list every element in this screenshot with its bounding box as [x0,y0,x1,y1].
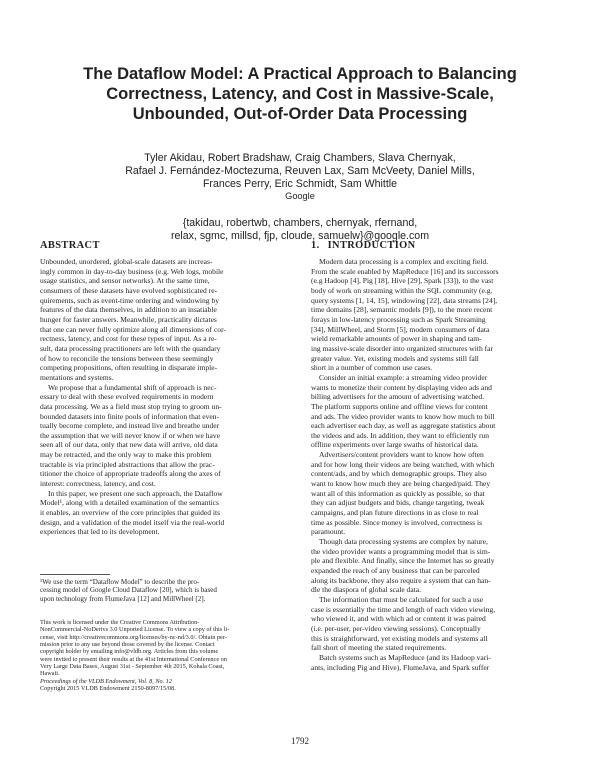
license-line: Hawaii. [40,670,60,678]
text-line: features of the data themselves, in addition to an insatiable [40,305,217,315]
text-line: query systems [1, 14, 15], windowing [22], data streams [24], [311,295,498,305]
text-line: the assumption that we will never know if or when we have [40,430,221,440]
footnote-line: cessing model of Google Cloud Dataflow [20], which is based [40,586,217,595]
license-line: were invited to present their results at the 41st International Conference on [40,655,227,663]
text-line: competing propositions, often resulting in disparate imple- [40,363,218,373]
text-line: of how to reconcile the tensions between these seemingly [40,353,214,363]
text-line: rectness, latency, and cost for these types of input. As a re- [40,334,217,344]
text-line: fall short of meeting the stated requirements. [311,643,447,653]
page-number: 1792 [291,736,309,746]
text-line: paramount. [311,527,346,537]
author-line: Tyler Akidau, Robert Bradshaw, Craig Chambers, Slava Chernyak, [144,152,456,164]
text-line: expanded the reach of any business that can be parceled [311,566,480,575]
text-line: wield remarkable amounts of power in shaping and tam- [311,334,482,344]
text-line: sult, data processing practitioners are left with the quandary [40,343,221,353]
text-line: Model¹, along with a detailed examination of the semantics [40,498,219,508]
text-line: they can adjust budgets and bids, change targeting, tweak [311,498,485,508]
right-column [311,240,560,672]
text-line: Modern data processing is a complex and exciting field. [319,257,489,266]
text-line: design, and a validation of the model itself via the real-world [40,517,225,527]
text-line: consumers of these datasets have evolved sophisticated re- [40,285,218,295]
text-line: titioner the choice of appropriate tradeoffs along the axes of [40,469,221,479]
email-line: {takidau, robertwb, chambers, chernyak, rfernand, [182,217,418,229]
text-line: [34], MillWheel, and Storm [5], modern consumers of data [311,324,490,334]
footnote-line: ¹We use the term “Dataflow Model” to describe the pro- [40,578,200,587]
text-line: tractable is via principled abstractions that allow the prac- [40,459,215,469]
text-line: forays in low-latency processing such as Spark Streaming [311,314,486,324]
author-line: Frances Perry, Eric Schmidt, Sam Whittle [202,178,398,190]
text-line: each advertiser each day, as well as aggregate statistics about [311,421,496,431]
text-line: Consider an initial example: a streaming video provider [319,372,488,382]
text-line: wants to monetize their content by displaying video ads and [311,382,492,392]
text-line: In this paper, we present one such approach, the Dataflow [48,488,223,498]
affiliation: Google [285,191,315,201]
text-line: mentations and systems. [40,372,114,382]
intro-paragraph-3 [311,450,560,537]
text-line: data processing. We as a field must stop trying to groom un- [40,401,222,411]
intro-paragraph-4 [311,537,560,595]
text-line: time as possible. Since money is involved, correctness is [311,517,483,527]
introduction-heading [311,240,560,252]
text-line: Advertisers/content providers want to know how often [319,450,484,460]
text-line: bounded datasets into finite pools of information that even- [40,411,219,421]
footnote-rule [40,574,110,575]
text-line: greater value. Yet, existing models and systems still fall [311,353,479,363]
email-line: relax, sgmc, millsd, fjp, cloude, samuelw}@google.com [170,230,430,242]
text-line: usage statistics, and sensor networks). At the same time, [40,276,210,286]
text-line: want all of this information as quickly as possible, so that [311,488,485,498]
section-number: 1. [311,240,320,251]
text-line: essary to deal with these evolved requirements in modern [40,392,214,402]
text-line: Though data processing systems are complex by nature, [319,537,488,547]
left-column [40,240,289,692]
text-line: campaigns, and plan future directions in as close to real [311,508,479,518]
text-line: and ads. The video provider wants to know how much to bill [311,411,495,421]
text-line: The information that must be calculated for such a use [319,594,484,604]
text-line: The platform supports online and offline views for content [311,401,488,411]
title-line: The Dataflow Model: A Practical Approach to Balancing [83,65,517,83]
text-line: (e.g Hadoop [4], Pig [18], Hive [29], Spark [33]), to the vast [311,276,494,286]
license-line: NonCommercial-NoDerivs 3.0 Unported License. To view a copy of this li- [40,626,230,634]
text-line: ple and flexible. And finally, since the Internet has so greatly [311,556,495,566]
text-line: offline experiments over large swaths of historical data. [311,440,479,450]
text-line: From the scale enabled by MapReduce [16] and its successors [311,266,499,276]
text-line: seen all of our data, only that new data will arrive, old data [40,440,218,450]
abstract-paragraph-2 [40,383,289,489]
text-line: may be retracted, and the only way to make this problem [40,450,212,460]
text-line: tually become complete, and instead live and breathe under [40,421,220,431]
text-line: it enables, an overview of the core principles that guided its [40,508,221,518]
text-line: short in a number of common use cases. [311,363,433,373]
text-line: ants, including Pig and Hive), FlumeJava, and Spark suffer [311,662,490,672]
text-line: billing advertisers for the amount of advertising watched. [311,392,485,402]
text-line: time domains [28], semantic models [9]), to the more recent [311,305,493,315]
license-line: copyright holder by emailing info@vldb.org. Articles from this volume [40,648,219,656]
abstract-paragraph-1 [40,257,289,383]
intro-paragraph-5 [311,595,560,653]
text-line: dle the diaspora of global scale data. [311,585,422,595]
text-line: who viewed it, and with which ad or content it was paired [311,614,486,624]
intro-paragraph-6 [311,653,560,672]
abstract-paragraph-3 [40,489,289,537]
text-line: (i.e. per-user, per-video viewing sessions). Conceptually [311,623,481,633]
text-line: ing massive-scale disorder into organized structures with far [311,343,493,353]
text-line: want to know how much they are being charged/paid. They [311,479,491,489]
text-line: Batch systems such as MapReduce (and its Hadoop vari- [319,652,491,662]
text-line: body of work on streaming within the SQL community (e.g. [311,285,493,295]
section-title: INTRODUCTION [327,240,416,251]
column-spacer [40,603,289,619]
license-line: cense, visit http://creativecommons.org/licenses/by-nc-nd/3.0/. Obtain per- [40,633,227,641]
text-line: hunger for faster answers. Meanwhile, practicality dictates [40,314,217,324]
intro-paragraph-1 [311,257,560,373]
text-line: case is essentially the time and length of each video viewing, [311,604,496,614]
text-line: interest: correctness, latency, and cost. [40,479,156,489]
text-line: content/ads, and by which demographic groups. They also [311,469,487,479]
license-line: Copyright 2015 VLDB Endowment 2150-8097/15/08. [40,685,176,693]
text-line: ingly common in day-to-day business (e.g. Web logs, mobile [40,266,224,276]
license-line: Very Large Data Bases, August 31st - September 4th 2015, Kohala Coast, [40,662,225,670]
intro-paragraph-2 [311,373,560,450]
column-spacer [40,537,289,574]
author-block [60,152,540,202]
paper-title [40,64,560,124]
text-line: experiences that led to its development. [40,527,160,537]
footnote-line: upon technology from FlumeJava [12] and MillWheel [2]. [40,594,206,603]
text-line: and for how long their videos are being watched, with which [311,459,495,469]
license-notice [40,619,289,692]
author-line: Rafael J. Fernández-Moctezuma, Reuven Lax, Sam McVeety, Daniel Mills, [125,165,475,177]
text-line: along its backbone, they also require a system that can han- [311,575,491,585]
footnote [40,578,289,603]
title-line: Unbounded, Out-of-Order Data Processing [132,105,468,123]
text-line: the video provider wants a programming model that is sim- [311,546,491,556]
text-line: this is straightforward, yet existing models and systems all [311,633,488,643]
text-line: quirements, such as event-time ordering and windowing by [40,295,219,305]
license-line: Proceedings of the VLDB Endowment, Vol. 8, No. 12 [40,677,173,685]
text-line: the videos and ads. In addition, they want to efficiently run [311,430,490,440]
title-line: Correctness, Latency, and Cost in Massive-Scale, [106,85,494,103]
abstract-heading: ABSTRACT [40,240,100,251]
text-line: that one can never fully optimize along all dimensions of cor- [40,324,226,334]
text-line: We propose that a fundamental shift of approach is nec- [48,382,217,392]
text-line: Unbounded, unordered, global-scale datasets are increas- [40,257,213,266]
license-line: mission prior to any use beyond those covered by the license. Contact [40,640,215,648]
license-line: This work is licensed under the Creative Commons Attribution- [40,618,200,626]
